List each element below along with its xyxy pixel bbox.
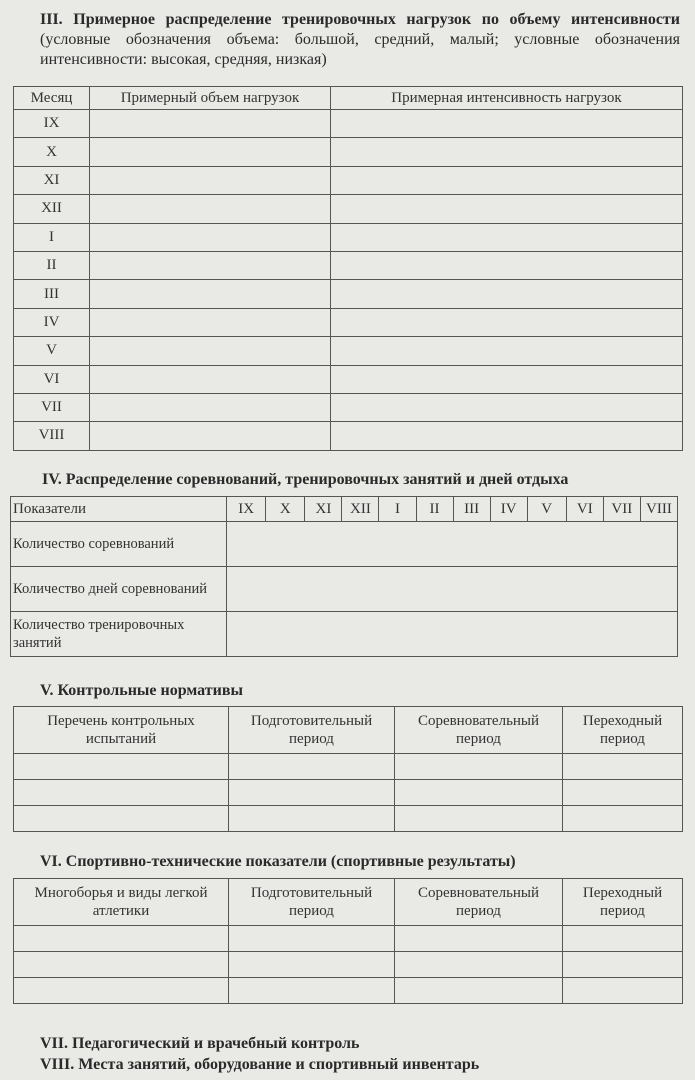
section-5-title [40,681,243,701]
table-row [14,422,683,450]
load-distribution-table [13,86,683,451]
table-row [14,308,683,336]
month-cell: IX [14,110,90,138]
section-8-title-text: VIII. Места занятий, оборудование и спортивный инвентарь [40,1056,480,1073]
volume-cell [90,251,331,279]
month-cell: X [14,138,90,166]
table-row [11,567,678,612]
indicator-values [227,567,678,612]
col-header-competitive: Соревновательный период [395,707,563,754]
volume-cell [90,393,331,421]
intensity-cell [331,195,683,223]
col-header-preparatory: Подготовительный период [229,879,395,926]
col-header-competitive: Соревновательный период [395,879,563,926]
month-header: VII [603,497,640,522]
month-header: II [416,497,453,522]
month-header: IV [490,497,527,522]
month-header: VI [566,497,603,522]
month-header: X [266,497,305,522]
volume-cell [90,166,331,194]
section-6-title-text: VI. Спортивно-технические показатели (спортивные результаты) [40,853,516,870]
section-7-title [40,1034,359,1054]
volume-cell [90,337,331,365]
month-cell: V [14,337,90,365]
col-header-preparatory: Подготовительный период [229,707,395,754]
intensity-cell [331,251,683,279]
intensity-cell [331,110,683,138]
month-header: III [453,497,490,522]
indicator-label: Количество соревнований [11,522,227,567]
section-3-title [40,10,680,70]
table-row [14,223,683,251]
volume-cell [90,223,331,251]
month-header: IX [227,497,266,522]
month-header: V [527,497,566,522]
month-cell: I [14,223,90,251]
table-row [14,952,683,978]
month-cell: VI [14,365,90,393]
competition-distribution-table [10,496,678,657]
volume-cell [90,422,331,450]
table-row [14,280,683,308]
col-header-tests: Перечень контрольных испытаний [14,707,229,754]
table-row [14,337,683,365]
month-header: I [379,497,416,522]
section-7-title-text: VII. Педагогический и врачебный контроль [40,1035,360,1052]
volume-cell [90,195,331,223]
sports-results-table [13,878,683,1004]
table-row [14,780,683,806]
section-6-title [40,852,516,872]
month-cell: XI [14,166,90,194]
volume-cell [90,365,331,393]
col-header-intensity: Примерная интенсивность нагрузок [331,87,683,110]
table-row [14,806,683,832]
month-cell: VIII [14,422,90,450]
month-cell: II [14,251,90,279]
col-header-volume: Примерный объем нагрузок [90,87,331,110]
volume-cell [90,138,331,166]
month-cell: XII [14,195,90,223]
table-row [14,138,683,166]
section-3-title-bold: III. Примерное распределение тренировочных нагрузок по объему интенсивности [40,11,680,28]
table-row [14,166,683,194]
col-header-transition: Переходный период [563,707,683,754]
volume-cell [90,110,331,138]
section-3-title-legend: (условные обозначения объема: большой, средний, малый; условные обозначения интенсивности: высокая, средняя, низкая) [40,31,680,68]
month-cell: III [14,280,90,308]
month-header: XII [342,497,379,522]
indicator-values [227,612,678,657]
table-row [14,110,683,138]
intensity-cell [331,337,683,365]
table-row [14,195,683,223]
col-header-month: Месяц [14,87,90,110]
table-row [11,522,678,567]
indicator-label: Количество дней соревнований [11,567,227,612]
col-header-events: Многоборья и виды легкой атлетики [14,879,229,926]
section-8-title [40,1055,479,1075]
indicator-label: Количество тренировочных занятий [11,612,227,657]
intensity-cell [331,280,683,308]
volume-cell [90,280,331,308]
table-row [11,612,678,657]
table-row [14,393,683,421]
month-header: VIII [640,497,677,522]
table-row [14,754,683,780]
volume-cell [90,308,331,336]
month-header: XI [305,497,342,522]
indicator-values [227,522,678,567]
table-row [14,251,683,279]
col-header-indicators: Показатели [11,497,227,522]
section-5-title-text: V. Контрольные нормативы [40,682,243,699]
section-4-title-text: IV. Распределение соревнований, тренировочных занятий и дней отдыха [42,471,569,488]
intensity-cell [331,422,683,450]
section-4-title [42,470,687,490]
table-row [14,978,683,1004]
intensity-cell [331,393,683,421]
table-row [14,365,683,393]
intensity-cell [331,308,683,336]
control-standards-table [13,706,683,832]
month-cell: IV [14,308,90,336]
month-cell: VII [14,393,90,421]
col-header-transition: Переходный период [563,879,683,926]
table-row [14,926,683,952]
intensity-cell [331,223,683,251]
intensity-cell [331,166,683,194]
intensity-cell [331,138,683,166]
intensity-cell [331,365,683,393]
